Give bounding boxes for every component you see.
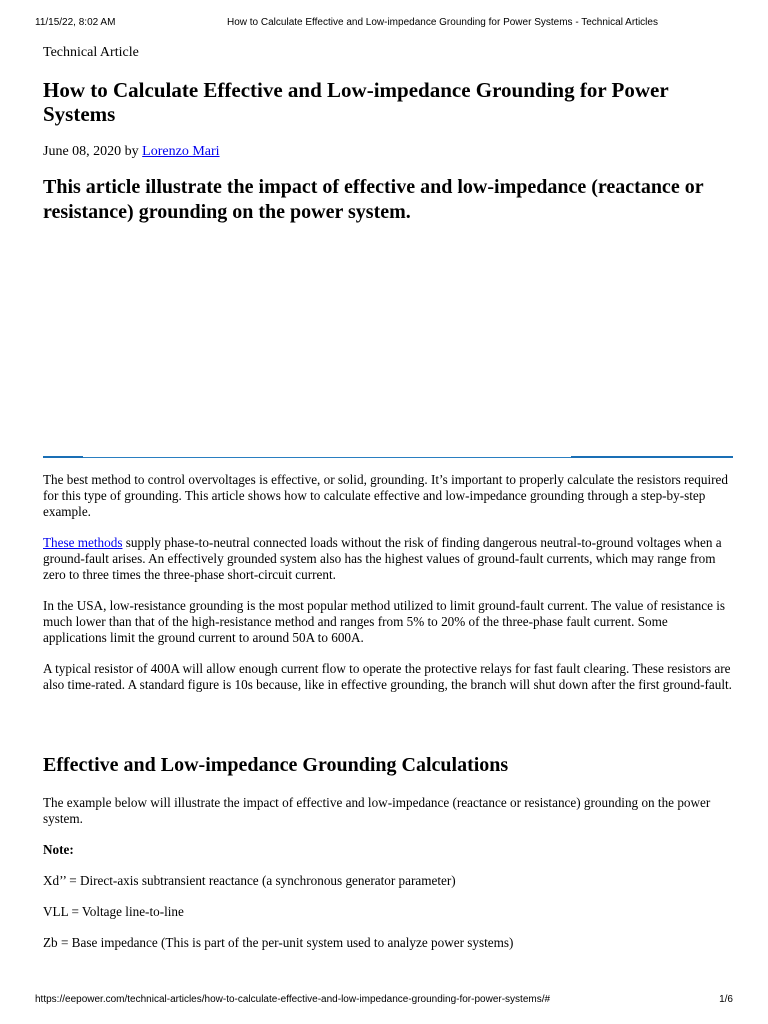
note-vll: VLL = Voltage line-to-line	[43, 904, 184, 919]
author-link[interactable]: Lorenzo Mari	[142, 144, 220, 159]
media-placeholder	[43, 225, 733, 460]
paragraph-4: A typical resistor of 400A will allow enough current flow to operate the protective relays for fast fault clearing. These resistors are also time-rated. A standard figure is 10s because, like in effective grounding, the branch will shut down after the first ground-fault.	[43, 661, 732, 692]
article-title: How to Calculate Effective and Low-impedance Grounding for Power Systems	[43, 78, 669, 126]
print-header	[35, 17, 733, 31]
paragraph-2	[43, 535, 733, 583]
section-intro: The example below will illustrate the impact of effective and low-impedance (reactance or resistance) grounding on the power system.	[43, 795, 711, 826]
print-date: 11/15/22, 8:02 AM	[35, 17, 116, 28]
print-footer	[35, 994, 733, 1008]
page-number: 1/6	[719, 994, 733, 1005]
print-url: https://eepower.com/technical-articles/how-to-calculate-effective-and-low-impedance-grounding-for-power-systems/#	[35, 994, 551, 1005]
article-kicker: Technical Article	[43, 45, 139, 60]
paragraph-3: In the USA, low-resistance grounding is the most popular method utilized to limit ground-fault current. The value of resistance is much lower than that of the high-resistance method and ranges from 5% to 20% of the three-phase fault current. Some applications limit the ground current to around 50A to 600A.	[43, 598, 726, 645]
article	[43, 44, 733, 966]
note-zb: Zb = Base impedance (This is part of the per-unit system used to analyze power systems)	[43, 935, 514, 950]
paragraph-2-text: supply phase-to-neutral connected loads without the risk of finding dangerous neutral-to-ground voltages when a ground-fault arises. An effectively grounded system also has the highest values of ground-fault currents, which may range from zero to three times the three-phase short-circuit current.	[43, 535, 722, 582]
paragraph-1: The best method to control overvoltages is effective, or solid, grounding. It’s important to properly calculate the resistors required for this type of grounding. This article shows how to calculate effective and low-impedance grounding through a step-by-step example.	[43, 472, 728, 519]
note-label: Note:	[43, 842, 74, 857]
section-heading: Effective and Low-impedance Grounding Calculations	[43, 754, 509, 776]
print-page-title: How to Calculate Effective and Low-impedance Grounding for Power Systems - Technical Articles	[227, 17, 658, 28]
article-lede: This article illustrate the impact of effective and low-impedance (reactance or resistance) grounding on the power system.	[43, 176, 704, 223]
publish-date: June 08, 2020 by	[43, 144, 143, 159]
byline	[43, 144, 733, 160]
divider-accent-right	[571, 456, 733, 458]
these-methods-link[interactable]: These methods	[43, 535, 123, 550]
divider-accent-left	[43, 456, 83, 458]
note-xd: Xd’’ = Direct-axis subtransient reactance (a synchronous generator parameter)	[43, 873, 456, 888]
